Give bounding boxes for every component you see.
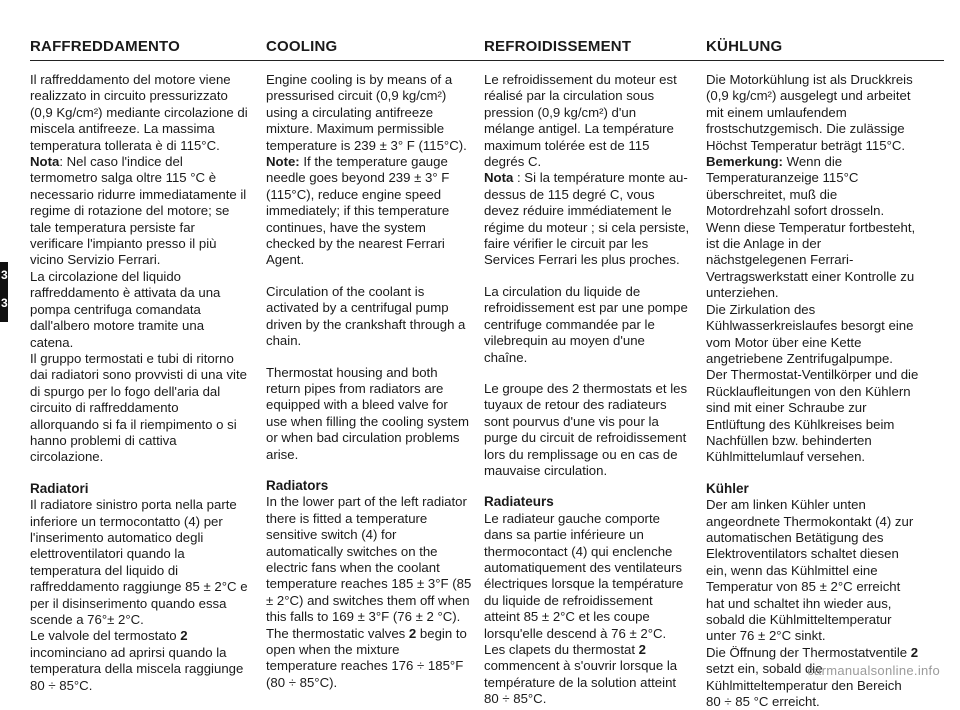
subheading-radiators: Kühler [706,480,749,496]
paragraph-note [30,154,250,269]
header-french: REFROIDISSEMENT [484,38,632,55]
subheading-radiators: Radiateurs [484,494,554,510]
section-tab-number-top: 3 [1,268,8,282]
paragraph-pump: La circulation du liquide de refroidissement est par une pompe centrifuge commandée par le vilebrequin au moyen d'une chaîne. [484,283,688,365]
valves-text-b: setzt ein, sobald die Kühlmitteltemperatur den Bereich 80 ÷ 85 °C erreicht. [706,661,902,710]
header-english: COOLING [266,38,338,55]
note-label: Bemerkung: [706,154,783,170]
paragraph-thermostat: Der Thermostat-Ventilkörper und die Rücklaufleitungen von den Kühlern sind mit einer Schraube zur Entlüftung des Kühlkreises beim Nachfüllen bzw. behinderten Kühlmittelumlauf versehen. [706,367,919,465]
valves-text-b: commencent à s'ouvrir lorsque la température de la solution atteint 80 ÷ 85°C. [484,658,678,707]
paragraph-pump: La circolazione del liquido raffreddamento è attivata da una pompa centrifuga comandata dall'albero motore tramite una catena. [30,268,221,350]
paragraph-valves [266,626,472,692]
watermark-footer: carmanualsonline.info [807,663,940,678]
section-tab-number-bottom: 3 [1,296,8,310]
subheading-radiators: Radiators [266,477,329,493]
paragraph-pump: Circulation of the coolant is activated by a centrifugal pump driven by the crankshaft through a chain. [266,283,466,349]
paragraph-note [266,154,472,269]
note-label: Note: [266,154,300,170]
paragraph-intro: Die Motorkühlung ist als Druckkreis (0,9 kg/cm²) ausgelegt und arbeitet mit einem umlaufendem frostschutzgemisch. Die zulässige Höchst Temperatur beträgt 115°C. [706,72,913,153]
paragraph-pump: Die Zirkulation des Kühlwasserkreislaufes besorgt eine vom Motor über eine Kette angetriebene Zentrifugalpumpe. [706,301,914,366]
header-italian: RAFFREDDAMENTO [30,38,181,55]
note-label: Nota [484,170,514,186]
column-italian [30,72,250,694]
valves-ref: 2 [408,625,417,641]
paragraph-note [484,170,690,268]
subheading-radiators: Radiatori [30,480,89,496]
paragraph-intro: Engine cooling is by means of a pressurised circuit (0,9 kg/cm²) using a circulating antifreeze mixture. Maximum permissible temperature is 239 ± 3° F (115°C). [266,72,467,153]
paragraph-radiators: Il radiatore sinistro porta nella parte inferiore un termocontatto (4) per l'inserimento automatico degli elettroventilatori quando la temperatura del liquido di raffreddamento raggiunge 85 ± 2°C e per il disinserimento quando essa scende a 76°± 2°C. [30,497,248,627]
paragraph-thermostat: Thermostat housing and both return pipes from radiators are equipped with a bleed valve for use when filling the cooling system or when bad circulation problems arise. [266,364,470,462]
paragraph-intro: Il raffreddamento del motore viene realizzato in circuito pressurizzato (0,9 Kg/cm²) mediante circolazione di miscela antifreeze. La massima temperatura tollerata è di 115°C. [30,72,248,153]
note-text: Wenn die Temperaturanzeige 115°C überschreitet, muß die Motordrehzahl sofort drosseln. Wenn diese Temperatur fortbesteht, ist die Anlage in der nächstgelegenen Ferrari-Vertragswerkstatt einer Kontrolle zu unterziehen. [706,154,916,301]
valves-text-a: Die Öffnung der Thermostatventile [706,644,911,660]
paragraph-thermostat: Le groupe des 2 thermostats et les tuyaux de retour des radiateurs sont pourvus d'une vis pour la purge du circuit de refroidissement lors du remplissage ou en cas de mauvaise circulation. [484,380,688,478]
note-text: : Nel caso l'indice del termometro salga oltre 115 °C è necessario ridurre immediatamente il regime di rotazione del motore; se tale temperatura persiste far verificare l'impianto presso il più vicino Servizio Ferrari. [30,154,247,268]
valves-text-a: Les clapets du thermostat [484,642,639,657]
column-english [266,72,472,691]
valves-ref: 2 [638,642,647,657]
column-headers [30,38,944,61]
paragraph-radiators: Der am linken Kühler unten angeordnete Thermokontakt (4) zur automatischen Betätigung des Elektroventilators schaltet diesen ein, wenn das Kühlmittel eine Temperatur von 85 ± 2°C erreicht hat und schaltet ihn wieder aus, sobald die Kühlmitteltemperatur unter 76 ± 2°C sinkt. [706,497,914,644]
valves-text-b: incominciano ad aprirsi quando la temperatura della miscela raggiunge 80 ÷ 85°C. [30,644,244,693]
valves-ref: 2 [180,628,188,644]
note-text: If the temperature gauge needle goes beyond 239 ± 3° F (115°C), reduce engine speed immediately; if this temperature continues, have the system checked by the nearest Ferrari Agent. [266,154,450,268]
valves-ref: 2 [910,644,919,660]
note-text: : Si la température monte au-dessus de 115 degré C, vous devez réduire immédiatement le régime du moteur ; si cela persiste, faire vérifier le circuit par les Services Ferrari les plus proches. [484,170,690,268]
paragraph-note [706,154,920,302]
note-label: Nota [30,154,60,170]
section-tab [0,262,8,322]
paragraph-radiators: Le radiateur gauche comporte dans sa partie inférieure un thermocontact (4) qui enclenche automatiquement des ventilateurs électriques lorsque la température du liquide de refroidissement atteint 85 ± 2°C et les coupe lorsqu'elle descend à 76 ± 2°C. [484,510,684,641]
paragraph-thermostat: Il gruppo termostati e tubi di ritorno dai radiatori sono provvisti di una vite di spurgo per lo fogo dell'aria dal circuito di raffreddamento allorquando si fa il riempimento o si hanno problemi di cattiva circolazione. [30,350,247,465]
paragraph-valves [30,628,250,694]
valves-text-b: begin to open when the mixture temperature reaches 176 ÷ 185°F (80 ÷ 85°C). [266,625,467,690]
column-german [706,72,920,710]
column-french [484,72,690,708]
valves-text-a: Le valvole del termostato [30,628,181,644]
paragraph-radiators: In the lower part of the left radiator there is fitted a temperature sensitive switch (4) for automatically switches on the electric fans when the coolant temperature reaches 185 ± 3°F (85 ± 2°C) and switches them off when this falls to 169 ± 3°F (76 ± 2 °C). [266,494,472,625]
paragraph-valves [484,642,690,708]
paragraph-intro: Le refroidissement du moteur est réalisé par la circulation sous pression (0,9 kg/cm²) d'un mélange antigel. La température maximum tolérée est de 115 degrés C. [484,72,677,170]
header-german: KÜHLUNG [706,38,783,55]
valves-text-a: The thermostatic valves [266,625,409,641]
